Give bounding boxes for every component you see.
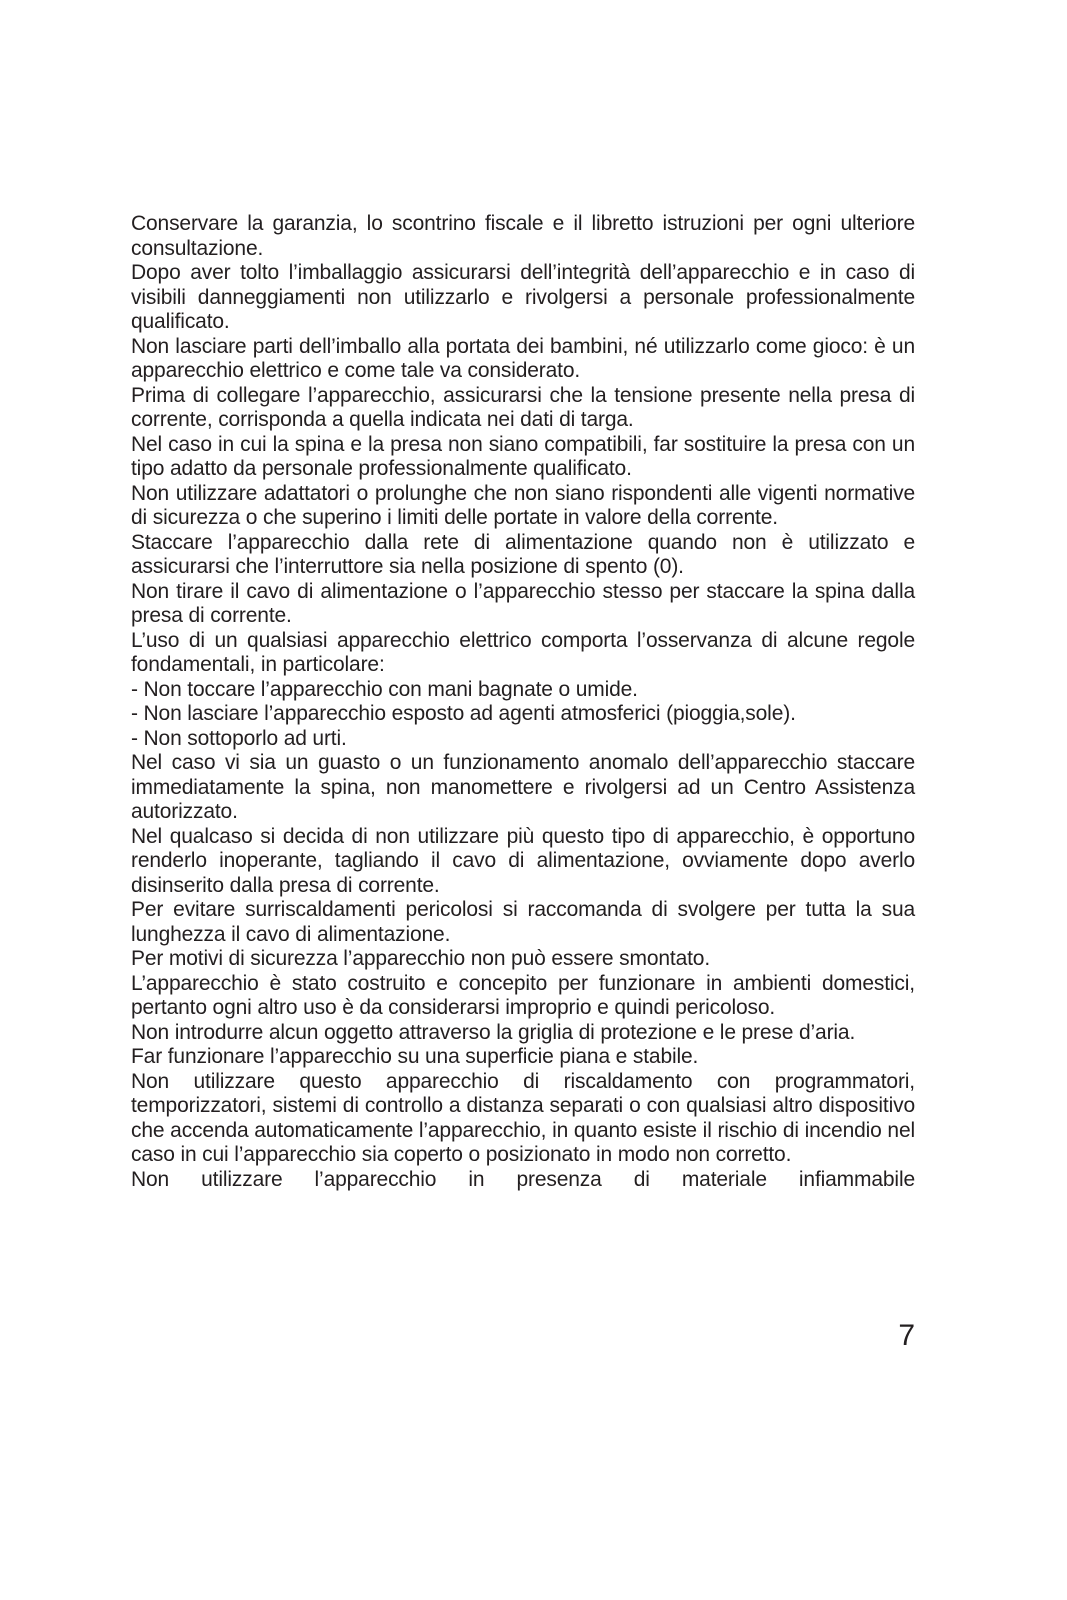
paragraph-timers-remote: Non utilizzare questo apparecchio di riscaldamento con programmatori, temporizzatori, sistemi di controllo a distanza separati o con qualsiasi altro dispositivo che accenda automaticamente l’apparecchio, in quanto esiste il rischio di incendio nel caso in cui l’apparecchio sia coperto o posizionato in modo non corretto.	[131, 1069, 915, 1166]
paragraph-no-disassembly: Per motivi di sicurezza l’apparecchio non può essere smontato.	[131, 947, 710, 970]
paragraph-children-packaging: Non lasciare parti dell’imballo alla portata dei bambini, né utilizzarlo come gioco: è un apparecchio elettrico e come tale va considerato.	[131, 334, 915, 382]
paragraph-malfunction: Nel caso vi sia un guasto o un funzionamento anomalo dell’apparecchio staccare immediatamente la spina, non manomettere e rivolgersi ad un Centro Assistenza autorizzato.	[131, 751, 915, 823]
paragraph-disconnect-power: Staccare l’apparecchio dalla rete di alimentazione quando non è utilizzato e assicurarsi che l’interruttore sia nella posizione di spento (0).	[131, 530, 915, 578]
paragraph-adapters-extensions: Non utilizzare adattatori o prolunghe che non siano rispondenti alle vigenti normative di sicurezza o che superino i limiti delle portate in valore della corrente.	[131, 481, 915, 529]
paragraph-warranty: Conservare la garanzia, lo scontrino fiscale e il libretto istruzioni per ogni ulteriore consultazione.	[131, 212, 915, 260]
paragraph-basic-rules: L’uso di un qualsiasi apparecchio elettrico comporta l’osservanza di alcune regole fondamentali, in particolare:	[131, 628, 915, 676]
list-item-wet-hands: - Non toccare l’apparecchio con mani bagnate o umide.	[131, 677, 638, 701]
paragraph-packaging-integrity: Dopo aver tolto l’imballaggio assicurarsi dell’integrità dell’apparecchio e in caso di visibili danneggiamenti non utilizzarlo e rivolgersi a personale professionalmente qualificato.	[131, 261, 915, 333]
paragraph-domestic-use: L’apparecchio è stato costruito e concepito per funzionare in ambienti domestici, pertanto ogni altro uso è da considerarsi improprio e quindi pericoloso.	[131, 971, 915, 1019]
paragraph-flammable-material: Non utilizzare l’apparecchio in presenza di materiale infiammabile	[131, 1167, 915, 1191]
page-number: 7	[898, 1319, 915, 1352]
paragraph-stable-surface: Far funzionare l’apparecchio su una superficie piana e stabile.	[131, 1045, 699, 1068]
paragraph-voltage-check: Prima di collegare l’apparecchio, assicurarsi che la tensione presente nella presa di corrente, corrisponda a quella indicata nei dati di targa.	[131, 383, 915, 431]
paragraph-disposal: Nel qualcaso si decida di non utilizzare più questo tipo di apparecchio, è opportuno renderlo inoperante, tagliando il cavo di alimentazione, ovviamente dopo averlo disinserito dalla presa di corrente.	[131, 824, 915, 897]
safety-instructions-text	[131, 212, 915, 1192]
paragraph-foreign-objects: Non introdurre alcun oggetto attraverso la griglia di protezione e le prese d’aria.	[131, 1020, 856, 1044]
paragraph-plug-compatibility: Nel caso in cui la spina e la presa non siano compatibili, far sostituire la presa con un tipo adatto da personale professionalmente qualificato.	[131, 432, 915, 480]
paragraph-cable-pulling: Non tirare il cavo di alimentazione o l’apparecchio stesso per staccare la spina dalla presa di corrente.	[131, 579, 915, 627]
list-item-weather-exposure: - Non lasciare l’apparecchio esposto ad agenti atmosferici (pioggia,sole).	[131, 702, 796, 725]
paragraph-overheating: Per evitare surriscaldamenti pericolosi si raccomanda di svolgere per tutta la sua lunghezza il cavo di alimentazione.	[131, 898, 915, 946]
list-item-impacts: - Non sottoporlo ad urti.	[131, 726, 347, 750]
